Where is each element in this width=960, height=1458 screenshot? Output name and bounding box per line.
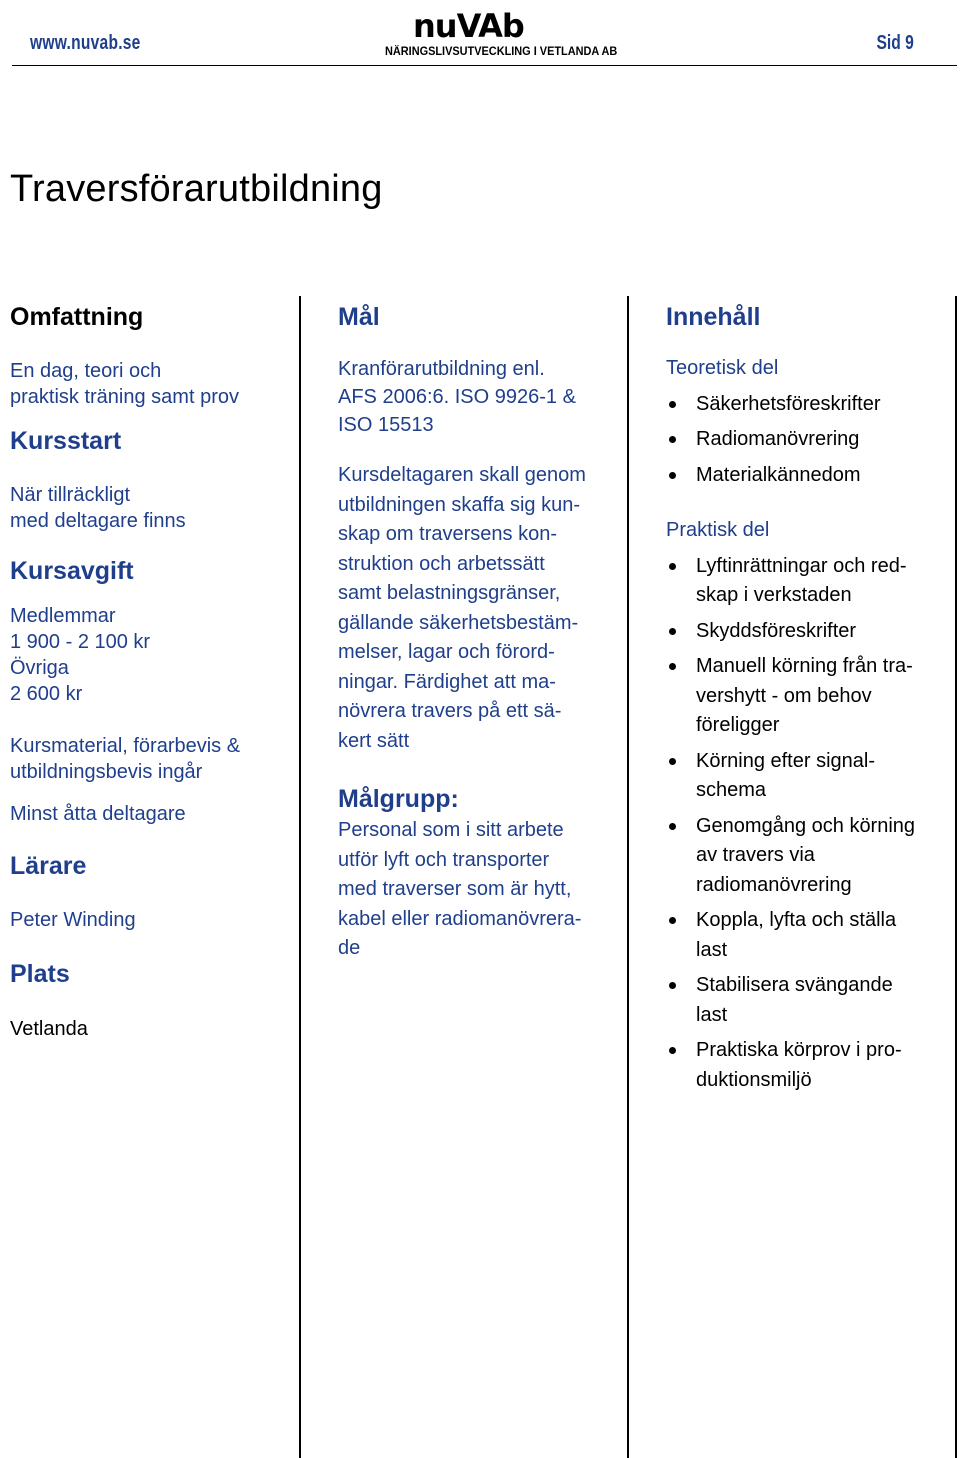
list-item-line: Koppla, lyfta och ställa bbox=[696, 909, 897, 931]
paragraph-line: gällande säkerhetsbestäm- bbox=[338, 611, 579, 634]
list-item-line: föreligger bbox=[696, 714, 780, 736]
column-divider-1 bbox=[299, 296, 301, 1458]
list-item-line: av travers via bbox=[696, 844, 815, 866]
paragraph-line: növrera travers på ett sä- bbox=[338, 700, 562, 722]
page-header bbox=[0, 0, 960, 66]
praktisk-label: Praktisk del bbox=[666, 519, 770, 541]
kursavgift-heading: Kursavgift bbox=[10, 557, 134, 585]
page-title: Traversförarutbildning bbox=[10, 168, 383, 210]
list-item bbox=[666, 1036, 956, 1095]
list-item bbox=[666, 971, 956, 1030]
larare-name: Peter Winding bbox=[10, 909, 136, 931]
bullet-icon bbox=[669, 1047, 676, 1054]
paragraph-line: med traverser som är hytt, bbox=[338, 878, 572, 900]
paragraph-line: de bbox=[338, 937, 361, 959]
paragraph-line: Kursdeltagaren skall genom bbox=[338, 464, 586, 486]
list-item bbox=[666, 617, 956, 647]
list-item-line: Genomgång och körning bbox=[696, 814, 916, 837]
list-item-line: schema bbox=[696, 779, 767, 801]
paragraph-line: kert sätt bbox=[338, 729, 410, 752]
paragraph-line: skap om traversens kon- bbox=[338, 523, 557, 545]
list-item-line: radiomanövrering bbox=[696, 873, 852, 896]
paragraph-line: samt belastningsgränser, bbox=[338, 582, 561, 604]
paragraph-line: melser, lagar och förord- bbox=[338, 641, 555, 663]
paragraph-line: Personal som i sitt arbete bbox=[338, 819, 564, 841]
mal-line-3: ISO 15513 bbox=[338, 414, 434, 436]
plats-value: Vetlanda bbox=[10, 1018, 88, 1040]
mal-line-2: AFS 2006:6. ISO 9926-1 & bbox=[338, 386, 576, 408]
list-item-line: Körning efter signal- bbox=[696, 749, 875, 772]
paragraph-line: ningar. Färdighet att ma- bbox=[338, 670, 556, 693]
logo-subtitle: NÄRINGSLIVSUTVECKLING I VETLANDA AB bbox=[385, 46, 618, 58]
list-item bbox=[666, 652, 956, 741]
kursstart-line-1: När tillräckligt bbox=[10, 484, 131, 506]
kursstart-heading: Kursstart bbox=[10, 427, 122, 455]
praktisk-list bbox=[666, 552, 956, 1096]
column-mal bbox=[338, 296, 628, 964]
kursstart-line-2: med deltagare finns bbox=[10, 510, 186, 532]
kursdeltagaren-paragraph bbox=[338, 461, 628, 756]
column-omfattning bbox=[10, 296, 290, 1042]
list-item bbox=[666, 812, 956, 901]
paragraph-line: utbildningen skaffa sig kun- bbox=[338, 493, 581, 516]
list-item-line: Stabilisera svängande bbox=[696, 974, 893, 996]
avgift-line-2: 1 900 - 2 100 kr bbox=[10, 631, 151, 653]
min-deltagare: Minst åtta deltagare bbox=[10, 803, 186, 825]
list-item-line: Skyddsföreskrifter bbox=[696, 619, 857, 642]
omfattning-line-2: praktisk träning samt prov bbox=[10, 386, 239, 408]
larare-heading: Lärare bbox=[10, 852, 87, 880]
list-item bbox=[666, 906, 956, 965]
list-item-line: Praktiska körprov i pro- bbox=[696, 1039, 902, 1061]
list-item-line: vershytt - om behov bbox=[696, 684, 872, 707]
teori-list bbox=[666, 390, 956, 491]
header-divider bbox=[12, 65, 957, 66]
paragraph-line: utför lyft och transporter bbox=[338, 848, 550, 871]
malgrupp-paragraph bbox=[338, 816, 628, 964]
page-number: Sid 9 bbox=[876, 32, 914, 54]
bullet-icon bbox=[669, 917, 676, 924]
bullet-icon bbox=[669, 663, 676, 670]
bullet-icon bbox=[669, 982, 676, 989]
list-item-line: Radiomanövrering bbox=[696, 428, 860, 450]
teoretisk-label: Teoretisk del bbox=[666, 357, 779, 379]
list-item-line: Manuell körning från tra- bbox=[696, 655, 913, 677]
list-item-line: Säkerhetsföreskrifter bbox=[696, 392, 881, 415]
paragraph-line: kabel eller radiomanövrera- bbox=[338, 907, 582, 930]
list-item bbox=[666, 461, 956, 491]
innehall-heading: Innehåll bbox=[666, 303, 761, 331]
bullet-icon bbox=[669, 472, 676, 479]
paragraph-line: struktion och arbetssätt bbox=[338, 552, 545, 575]
list-item bbox=[666, 552, 956, 611]
list-item-line: last bbox=[696, 1003, 728, 1026]
list-item bbox=[666, 747, 956, 806]
avgift-line-4: 2 600 kr bbox=[10, 683, 83, 705]
avgift-line-3: Övriga bbox=[10, 657, 69, 679]
mal-line-1: Kranförarutbildning enl. bbox=[338, 358, 545, 380]
bullet-icon bbox=[669, 436, 676, 443]
bullet-icon bbox=[669, 628, 676, 635]
site-url[interactable]: www.nuvab.se bbox=[30, 32, 141, 54]
bullet-icon bbox=[669, 823, 676, 830]
malgrupp-heading: Målgrupp: bbox=[338, 785, 459, 813]
column-innehall bbox=[666, 296, 956, 1095]
omfattning-heading: Omfattning bbox=[10, 303, 144, 331]
bullet-icon bbox=[669, 758, 676, 765]
avgift-line-1: Medlemmar bbox=[10, 605, 116, 627]
mal-heading: Mål bbox=[338, 303, 380, 331]
plats-heading: Plats bbox=[10, 960, 70, 988]
list-item bbox=[666, 390, 956, 420]
list-item-line: skap i verkstaden bbox=[696, 584, 852, 606]
omfattning-line-1: En dag, teori och bbox=[10, 360, 162, 382]
material-line-1: Kursmaterial, förarbevis & bbox=[10, 735, 241, 757]
list-item bbox=[666, 425, 956, 455]
material-line-2: utbildningsbevis ingår bbox=[10, 761, 203, 783]
nuvab-logo bbox=[385, 7, 618, 60]
bullet-icon bbox=[669, 401, 676, 408]
logo-mark: nuVAb bbox=[413, 7, 524, 45]
list-item-line: Lyftinrättningar och red- bbox=[696, 554, 907, 577]
list-item-line: last bbox=[696, 938, 728, 961]
list-item-line: duktionsmiljö bbox=[696, 1068, 812, 1091]
bullet-icon bbox=[669, 563, 676, 570]
list-item-line: Materialkännedom bbox=[696, 463, 861, 486]
